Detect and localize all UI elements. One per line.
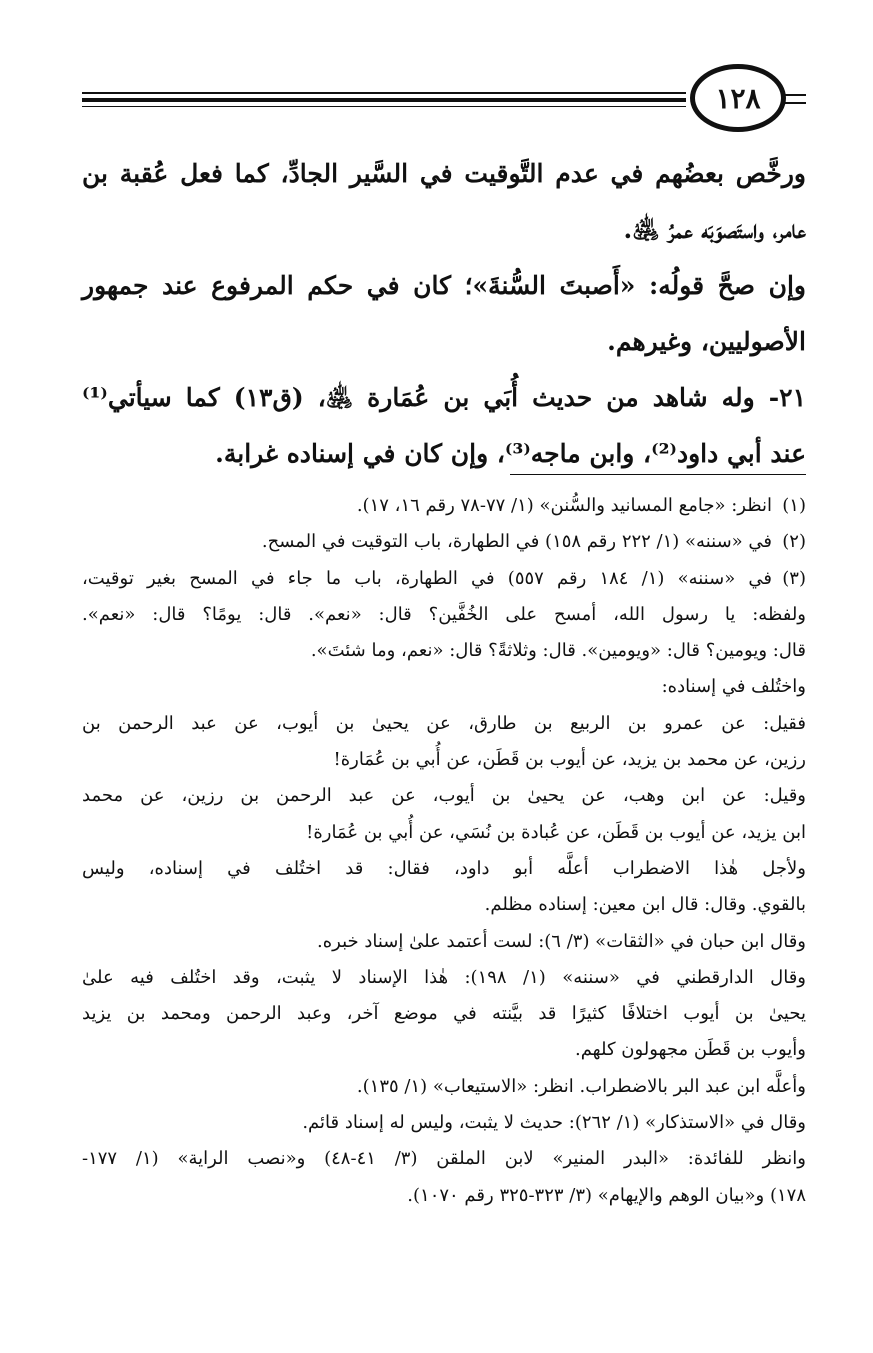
footnote-line — [82, 561, 806, 597]
footnote-text: وقيل: عن ابن وهب، عن يحيىٰ بن أيوب، عن عبد الرحمن بن رزين، عن محمد — [82, 785, 806, 807]
footnote-line — [82, 996, 806, 1032]
header-rule-thin — [82, 106, 686, 107]
footnote-line — [82, 1178, 806, 1214]
header-rule-thick — [82, 98, 686, 102]
footnote-line — [82, 706, 806, 742]
footnote-text: فقيل: عن عمرو بن الربيع بن طارق، عن يحيىٰ بن أيوب، عن عبد الرحمن بن — [82, 712, 806, 734]
footnote-number: (٢) — [782, 531, 806, 553]
footnote-line — [82, 488, 806, 524]
text-line: ٢١- وله شاهد من حديث أُبَي بن عُمَارة ﵁، (ق١٣) كما سيأتي⁽¹⁾ — [82, 383, 806, 412]
footnote-line — [82, 633, 806, 669]
footnote-text: رزين، عن محمد بن يزيد، عن أيوب بن قَطَن، عن أُبي بن عُمَارة! — [333, 749, 806, 771]
footnote-text: وانظر للفائدة: «البدر المنير» لابن الملقن (٣/ ٤١-٤٨) و«نصب الراية» (١/ ١٧٧- — [82, 1148, 806, 1170]
footnote-number: (٣) — [782, 567, 806, 589]
main-text — [82, 146, 806, 482]
footnote-line — [82, 1069, 806, 1105]
text-line: عند أبي داود⁽²⁾، وابن ماجه⁽³⁾، وإن كان في إسناده غرابة. — [215, 439, 806, 468]
footnote-text: في «سننه» (١/ ٢٢٢ رقم ١٥٨) في الطهارة، باب التوقيت في المسح. — [261, 531, 772, 553]
footnote-text: ولفظه: يا رسول الله، أمسح على الخُفَّين؟ قال: «نعم». قال: يومًا؟ قال: «نعم». — [82, 603, 806, 625]
footnote-text: ولأجل هٰذا الاضطراب أعلَّه أبو داود، فقال: قد اختُلف في إسناده، وليس — [82, 857, 806, 879]
footnote-line — [82, 1105, 806, 1141]
footnote-text: واختُلف في إسناده: — [661, 676, 806, 698]
footnote-line — [82, 924, 806, 960]
footnote-text: وقال ابن حبان في «الثقات» (٣/ ٦): لست أعتمد علىٰ إسناد خبره. — [316, 930, 806, 952]
footnote-line — [82, 851, 806, 887]
header-rule — [82, 92, 686, 94]
footnote-text: وأعلَّه ابن عبد البر بالاضطراب. انظر: «الاستيعاب» (١/ ١٣٥). — [356, 1075, 806, 1097]
footnote-text: وقال الدارقطني في «سننه» (١/ ١٩٨): هٰذا الإسناد لا يثبت، وقد اختُلف فيه علىٰ — [82, 966, 806, 988]
footnotes — [82, 488, 806, 1214]
footnote-text: وأيوب بن قَطَن مجهولون كلهم. — [574, 1039, 806, 1061]
footnote-number: (١) — [782, 495, 806, 516]
footnote-text: يحيىٰ بن أيوب اختلافًا كثيرًا قد بيَّنته في موضع آخر، وعبد الرحمن ومحمد بن يزيد — [82, 1003, 806, 1025]
page-header — [82, 62, 806, 132]
footnote-line — [82, 524, 806, 560]
footnote-text: انظر: «جامع المسانيد والسُّنن» (١/ ٧٧-٧٨ رقم ١٦، ١٧). — [356, 495, 772, 516]
footnote-line — [82, 669, 806, 705]
footnote-text: قال: ويومين؟ قال: «ويومين». قال: وثلاثةً؟ قال: «نعم، وما شئتَ». — [310, 640, 806, 662]
text-line: ورخَّص بعضُهم في عدم التَّوقيت في السَّير الجادِّ، كما فعل عُقبة بن — [82, 159, 806, 188]
footnote-line — [82, 815, 806, 851]
footnote-line — [82, 778, 806, 814]
footnote-text: ١٧٨) و«بيان الوهم والإيهام» (٣/ ٣٢٣-٣٢٥ رقم ١٠٧٠). — [407, 1184, 806, 1206]
footnote-text: في «سننه» (١/ ١٨٤ رقم ٥٥٧) في الطهارة، باب ما جاء في المسح بغير توقيت، — [82, 567, 772, 589]
footnote-text: بالقوي. وقال: قال ابن معين: إسناده مظلم. — [484, 894, 806, 916]
footnote-line — [82, 1032, 806, 1068]
footnote-line — [82, 960, 806, 996]
text-line: عامر، واستَصوَبَه عمرُ ﵁. — [623, 215, 806, 244]
footnote-line — [82, 887, 806, 923]
footnote-line — [82, 742, 806, 778]
footnote-text: وقال في «الاستذكار» (١/ ٢٦٢): حديث لا يثبت، وليس له إسناد قائم. — [302, 1112, 806, 1134]
footnote-line — [82, 597, 806, 633]
page-number: ١٢٨ — [690, 64, 786, 132]
footnote-line — [82, 1141, 806, 1177]
footnote-text: ابن يزيد، عن أيوب بن قَطَن، عن عُبادة بن نُسَي، عن أُبي بن عُمَارة! — [306, 821, 806, 843]
text-line: وإن صحَّ قولُه: «أَصبتَ السُّنةَ»؛ كان في حكم المرفوع عند جمهور — [82, 271, 806, 300]
text-line: الأصوليين، وغيرهم. — [607, 327, 806, 356]
footnote-separator — [510, 474, 806, 475]
